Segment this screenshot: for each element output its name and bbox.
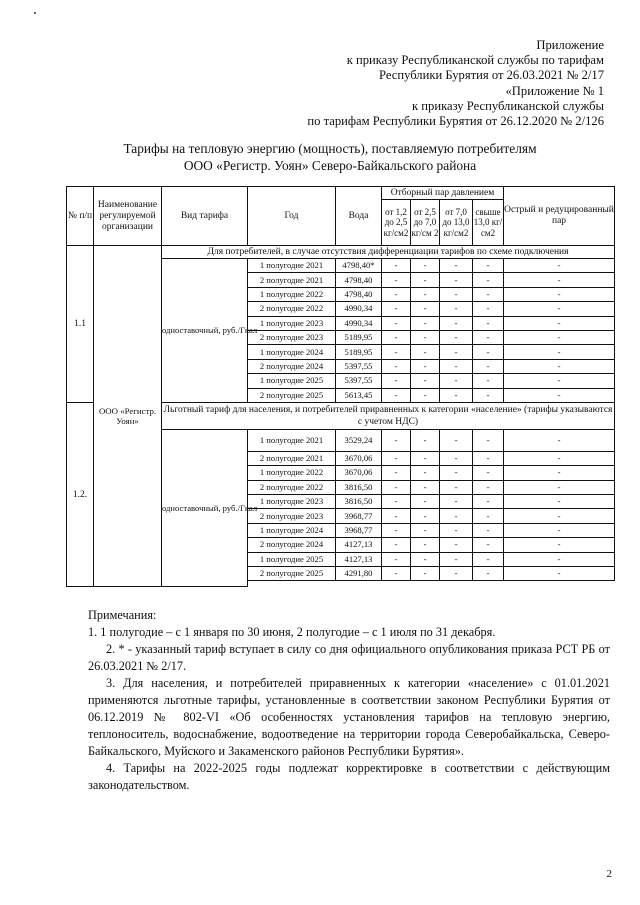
dash-cell: - xyxy=(440,287,473,301)
dash-cell: - xyxy=(440,538,473,552)
header-pressure-2: от 2,5 до 7,0 кг/см 2 xyxy=(411,200,440,246)
water-value: 3968,77 xyxy=(336,509,382,523)
section-caption: Льготный тариф для населения, и потребителей приравненных к категории «население» (тарифы указываются с учетом НДС) xyxy=(162,402,615,429)
dash-cell: - xyxy=(440,480,473,494)
dash-cell: - xyxy=(440,495,473,509)
dash-cell: - xyxy=(382,273,411,287)
water-value: 4798,40* xyxy=(336,259,382,273)
period-cell: 1 полугодие 2025 xyxy=(248,374,336,388)
dash-cell: - xyxy=(473,359,504,373)
dash-cell: - xyxy=(382,495,411,509)
dash-cell: - xyxy=(382,388,411,402)
dash-cell: - xyxy=(382,429,411,451)
dash-cell: - xyxy=(440,451,473,465)
dash-cell: - xyxy=(473,495,504,509)
document-header xyxy=(307,38,604,129)
dash-cell: - xyxy=(382,259,411,273)
dash-cell: - xyxy=(440,359,473,373)
water-value: 3670,06 xyxy=(336,451,382,465)
water-value: 5189,95 xyxy=(336,330,382,344)
dash-cell: - xyxy=(473,259,504,273)
dash-cell: - xyxy=(411,388,440,402)
header-kind: Вид тарифа xyxy=(162,187,248,246)
water-value: 4798,40 xyxy=(336,273,382,287)
note-3: 3. Для населения, и потребителей приравненных к категории «население» с 01.01.2021 применяются льготные тарифы, установленные в соответствии законом Республики Бурятия от 06.12.2019 № 802-VI «Об особенностях установления тарифов на тепловую энергию, теплоноситель, водоснабжение, водоотведение на территории города Северобайкальска, Северо-Байкальского, Муйского и Закаменского районов Республики Бурятия». xyxy=(88,676,610,758)
period-cell: 2 полугодие 2024 xyxy=(248,538,336,552)
period-cell: 2 полугодие 2025 xyxy=(248,388,336,402)
header-line: Республики Бурятия от 26.03.2021 № 2/17 xyxy=(379,68,604,83)
dash-cell: - xyxy=(411,552,440,566)
dash-cell: - xyxy=(473,345,504,359)
dash-cell: - xyxy=(382,359,411,373)
dash-cell: - xyxy=(411,359,440,373)
dash-cell: - xyxy=(473,567,504,581)
dash-cell: - xyxy=(440,552,473,566)
water-value: 4127,13 xyxy=(336,538,382,552)
dash-cell: - xyxy=(440,259,473,273)
dash-cell: - xyxy=(382,316,411,330)
dash-cell: - xyxy=(411,538,440,552)
tariff-table xyxy=(66,186,615,587)
header-steam-group: Отборный пар давлением xyxy=(382,187,504,200)
dash-cell: - xyxy=(440,523,473,537)
header-pressure-3: от 7,0 до 13,0 кг/см2 xyxy=(440,200,473,246)
dash-cell: - xyxy=(504,316,615,330)
dash-cell: - xyxy=(440,345,473,359)
title-line-2: ООО «Регистр. Уоян» Северо-Байкальского района xyxy=(183,158,477,173)
dash-cell: - xyxy=(473,466,504,480)
period-cell: 1 полугодие 2021 xyxy=(248,429,336,451)
dash-cell: - xyxy=(440,509,473,523)
dash-cell: - xyxy=(504,374,615,388)
dash-cell: - xyxy=(411,495,440,509)
title-line-1: Тарифы на тепловую энергию (мощность), поставляемую потребителям xyxy=(123,141,537,156)
dash-cell: - xyxy=(504,523,615,537)
period-cell: 2 полугодие 2023 xyxy=(248,330,336,344)
period-cell: 1 полугодие 2023 xyxy=(248,495,336,509)
dash-cell: - xyxy=(504,345,615,359)
dash-cell: - xyxy=(411,287,440,301)
dash-cell: - xyxy=(440,374,473,388)
header-line: «Приложение № 1 xyxy=(505,83,604,98)
dash-cell: - xyxy=(382,538,411,552)
dash-cell: - xyxy=(473,509,504,523)
dash-cell: - xyxy=(473,302,504,316)
dash-cell: - xyxy=(411,429,440,451)
dash-cell: - xyxy=(473,429,504,451)
table-bottom-spacer xyxy=(248,581,615,587)
tariff-kind: одноставочный, руб./Гкал xyxy=(162,259,248,403)
dash-cell: - xyxy=(411,567,440,581)
header-num: № п/п xyxy=(67,187,94,246)
dash-cell: - xyxy=(504,552,615,566)
dash-cell: - xyxy=(382,302,411,316)
header-line: к приказу Республиканской службы по тарифам xyxy=(346,53,604,68)
dash-cell: - xyxy=(473,552,504,566)
note-2: 2. * - указанный тариф вступает в силу со дня официального опубликования приказа РСТ РБ от 26.03.2021 № 2/17. xyxy=(88,642,610,673)
section-number: 1.1 xyxy=(67,246,94,403)
dash-cell: - xyxy=(473,451,504,465)
dash-cell: - xyxy=(440,429,473,451)
dash-cell: - xyxy=(504,429,615,451)
dash-cell: - xyxy=(473,480,504,494)
water-value: 5613,45 xyxy=(336,388,382,402)
dash-cell: - xyxy=(504,273,615,287)
header-line: к приказу Республиканской службы xyxy=(412,98,604,113)
water-value: 5397,55 xyxy=(336,359,382,373)
scan-speck xyxy=(34,12,36,14)
notes-block xyxy=(88,607,610,794)
dash-cell: - xyxy=(440,302,473,316)
water-value: 3670,06 xyxy=(336,466,382,480)
dash-cell: - xyxy=(504,330,615,344)
dash-cell: - xyxy=(473,287,504,301)
period-cell: 2 полугодие 2021 xyxy=(248,273,336,287)
section-number: 1.2. xyxy=(67,402,94,587)
note-4: 4. Тарифы на 2022-2025 годы подлежат корректировке в соответствии с действующим законодательством. xyxy=(88,761,610,792)
water-value: 4990,34 xyxy=(336,302,382,316)
page-number: 2 xyxy=(606,868,612,880)
period-cell: 1 полугодие 2022 xyxy=(248,466,336,480)
dash-cell: - xyxy=(382,552,411,566)
header-line: Приложение xyxy=(536,38,604,52)
dash-cell: - xyxy=(411,523,440,537)
dash-cell: - xyxy=(504,509,615,523)
dash-cell: - xyxy=(411,374,440,388)
dash-cell: - xyxy=(382,451,411,465)
header-water: Вода xyxy=(336,187,382,246)
dash-cell: - xyxy=(382,374,411,388)
period-cell: 2 полугодие 2023 xyxy=(248,509,336,523)
period-cell: 2 полугодие 2021 xyxy=(248,451,336,465)
dash-cell: - xyxy=(504,538,615,552)
dash-cell: - xyxy=(473,523,504,537)
dash-cell: - xyxy=(504,259,615,273)
dash-cell: - xyxy=(382,567,411,581)
dash-cell: - xyxy=(411,316,440,330)
water-value: 4798,40 xyxy=(336,287,382,301)
dash-cell: - xyxy=(440,388,473,402)
dash-cell: - xyxy=(504,287,615,301)
header-year: Год xyxy=(248,187,336,246)
dash-cell: - xyxy=(382,345,411,359)
period-cell: 1 полугодие 2022 xyxy=(248,287,336,301)
water-value: 5189,95 xyxy=(336,345,382,359)
dash-cell: - xyxy=(411,509,440,523)
water-value: 3968,77 xyxy=(336,523,382,537)
section-caption: Для потребителей, в случае отсутствия дифференциации тарифов по схеме подключения xyxy=(162,246,615,259)
dash-cell: - xyxy=(504,302,615,316)
dash-cell: - xyxy=(411,302,440,316)
water-value: 4291,80 xyxy=(336,567,382,581)
organization-name: ООО «Регистр. Уоян» xyxy=(94,246,162,587)
period-cell: 1 полугодие 2024 xyxy=(248,523,336,537)
dash-cell: - xyxy=(440,273,473,287)
dash-cell: - xyxy=(411,330,440,344)
dash-cell: - xyxy=(504,388,615,402)
dash-cell: - xyxy=(440,316,473,330)
dash-cell: - xyxy=(504,466,615,480)
dash-cell: - xyxy=(473,538,504,552)
period-cell: 1 полугодие 2021 xyxy=(248,259,336,273)
dash-cell: - xyxy=(473,273,504,287)
period-cell: 1 полугодие 2024 xyxy=(248,345,336,359)
dash-cell: - xyxy=(473,388,504,402)
dash-cell: - xyxy=(382,287,411,301)
water-value: 3816,50 xyxy=(336,495,382,509)
period-cell: 2 полугодие 2025 xyxy=(248,567,336,581)
header-line: по тарифам Республики Бурятия от 26.12.2020 № 2/126 xyxy=(307,114,604,129)
water-value: 4990,34 xyxy=(336,316,382,330)
document-title xyxy=(70,140,590,174)
header-pressure-1: от 1,2 до 2,5 кг/см2 xyxy=(382,200,411,246)
dash-cell: - xyxy=(473,330,504,344)
period-cell: 2 полугодие 2022 xyxy=(248,480,336,494)
header-pressure-4: свыше 13,0 кг/см2 xyxy=(473,200,504,246)
dash-cell: - xyxy=(382,509,411,523)
dash-cell: - xyxy=(411,259,440,273)
dash-cell: - xyxy=(411,345,440,359)
dash-cell: - xyxy=(473,316,504,330)
dash-cell: - xyxy=(382,330,411,344)
water-value: 4127,13 xyxy=(336,552,382,566)
dash-cell: - xyxy=(440,330,473,344)
dash-cell: - xyxy=(411,480,440,494)
period-cell: 2 полугодие 2022 xyxy=(248,302,336,316)
period-cell: 2 полугодие 2024 xyxy=(248,359,336,373)
dash-cell: - xyxy=(382,466,411,480)
dash-cell: - xyxy=(440,567,473,581)
period-cell: 1 полугодие 2025 xyxy=(248,552,336,566)
dash-cell: - xyxy=(382,480,411,494)
note-1: 1. 1 полугодие – с 1 января по 30 июня, 2 полугодие – с 1 июля по 31 декабря. xyxy=(88,625,496,639)
water-value: 5397,55 xyxy=(336,374,382,388)
dash-cell: - xyxy=(504,495,615,509)
dash-cell: - xyxy=(504,451,615,465)
dash-cell: - xyxy=(473,374,504,388)
dash-cell: - xyxy=(411,451,440,465)
dash-cell: - xyxy=(504,359,615,373)
dash-cell: - xyxy=(440,466,473,480)
header-org: Наименование регулируемой организации xyxy=(94,187,162,246)
dash-cell: - xyxy=(504,480,615,494)
period-cell: 1 полугодие 2023 xyxy=(248,316,336,330)
water-value: 3529,24 xyxy=(336,429,382,451)
dash-cell: - xyxy=(411,466,440,480)
water-value: 3816,50 xyxy=(336,480,382,494)
tariff-kind: одноставочный, руб./Гкал xyxy=(162,429,248,587)
notes-heading: Примечания: xyxy=(88,608,157,622)
header-sharp-steam: Острый и редуцированный пар xyxy=(504,187,615,246)
dash-cell: - xyxy=(504,567,615,581)
dash-cell: - xyxy=(411,273,440,287)
dash-cell: - xyxy=(382,523,411,537)
